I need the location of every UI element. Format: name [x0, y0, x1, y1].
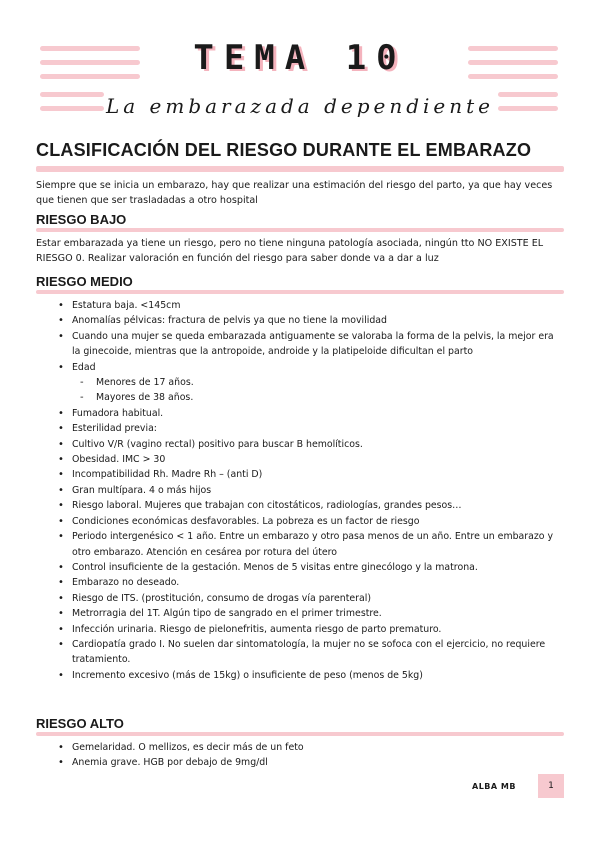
list-item: • Control insuficiente de la gestación. Menos de 5 visitas entre ginecólogo y la matrona. — [36, 560, 564, 575]
list-item: • Cardiopatía grado I. No suelen dar sintomatología, la mujer no se sofoca con el ejercicio, no requiere tratamiento. — [36, 637, 564, 668]
list-item: • Incremento excesivo (más de 15kg) o insuficiente de peso (menos de 5kg) — [36, 668, 564, 683]
list-item: • Obesidad. IMC > 30 — [36, 452, 564, 467]
list-item: • Riesgo laboral. Mujeres que trabajan con citostáticos, radiologías, grandes pesos… — [36, 498, 564, 513]
list-item: • Gemelaridad. O mellizos, es decir más de un feto — [36, 740, 564, 755]
list-item: • Infección urinaria. Riesgo de pielonefritis, aumenta riesgo de parto prematuro. — [36, 622, 564, 637]
list-item-label: Edad — [72, 361, 96, 373]
riesgo-bajo-underline — [36, 228, 564, 232]
sub-list-item: - Menores de 17 años. — [72, 375, 564, 390]
list-item: • Periodo intergenésico < 1 año. Entre un embarazo y otro pasa menos de un año. Entre un embarazo y otro embarazo. Atención en cesárea por rotura del útero — [36, 529, 564, 560]
riesgo-bajo-text: Estar embarazada ya tiene un riesgo, pero no tiene ninguna patología asociada, ningún tto NO EXISTE EL RIESGO 0. Realizar valoración en función del riesgo para saber donde va a dar a luz — [36, 238, 544, 264]
riesgo-medio-heading: RIESGO MEDIO — [36, 274, 133, 289]
intro-paragraph: Siempre que se inicia un embarazo, hay que realizar una estimación del riesgo del parto, ya que hay veces que tienen que ser trasladadas a otro hospital — [36, 180, 553, 206]
list-item: • Incompatibilidad Rh. Madre Rh – (anti D) — [36, 467, 564, 482]
section-underline — [36, 166, 564, 172]
list-item: • Metrorragia del 1T. Algún tipo de sangrado en el primer trimestre. — [36, 606, 564, 621]
list-item: • Estatura baja. <145cm — [36, 298, 564, 313]
list-item — [36, 360, 564, 406]
list-item: • Esterilidad previa: — [36, 421, 564, 436]
sub-list — [72, 375, 564, 406]
page-number: 1 — [538, 774, 564, 798]
list-item: • Riesgo de ITS. (prostitución, consumo de drogas vía parenteral) — [36, 591, 564, 606]
page-title: TEMA 10 — [193, 38, 407, 78]
list-item: • Anomalías pélvicas: fractura de pelvis ya que no tiene la movilidad — [36, 313, 564, 328]
riesgo-alto-underline — [36, 732, 564, 736]
sub-list-item: - Mayores de 38 años. — [72, 390, 564, 405]
list-item: • Cultivo V/R (vagino rectal) positivo para buscar B hemolíticos. — [36, 437, 564, 452]
riesgo-medio-underline — [36, 290, 564, 294]
riesgo-medio-list — [36, 298, 564, 683]
list-item: • Anemia grave. HGB por debajo de 9mg/dl — [36, 755, 564, 770]
list-item: • Embarazo no deseado. — [36, 575, 564, 590]
list-item: • Cuando una mujer se queda embarazada antiguamente se valoraba la forma de la pelvis, la mejor era la ginecoide, mientras que la antropoide, androide y la platipeloide dificultan el parto — [36, 329, 564, 360]
riesgo-bajo-heading: RIESGO BAJO — [36, 212, 127, 227]
list-item: • Gran multípara. 4 o más hijos — [36, 483, 564, 498]
riesgo-alto-list — [36, 740, 564, 771]
section-heading: CLASIFICACIÓN DEL RIESGO DURANTE EL EMBARAZO — [36, 140, 532, 160]
page-subtitle: La embarazada dependiente — [105, 94, 495, 118]
list-item: • Condiciones económicas desfavorables. La pobreza es un factor de riesgo — [36, 514, 564, 529]
footer-author: ALBA MB — [472, 782, 516, 791]
list-item: • Fumadora habitual. — [36, 406, 564, 421]
riesgo-alto-heading: RIESGO ALTO — [36, 716, 124, 731]
